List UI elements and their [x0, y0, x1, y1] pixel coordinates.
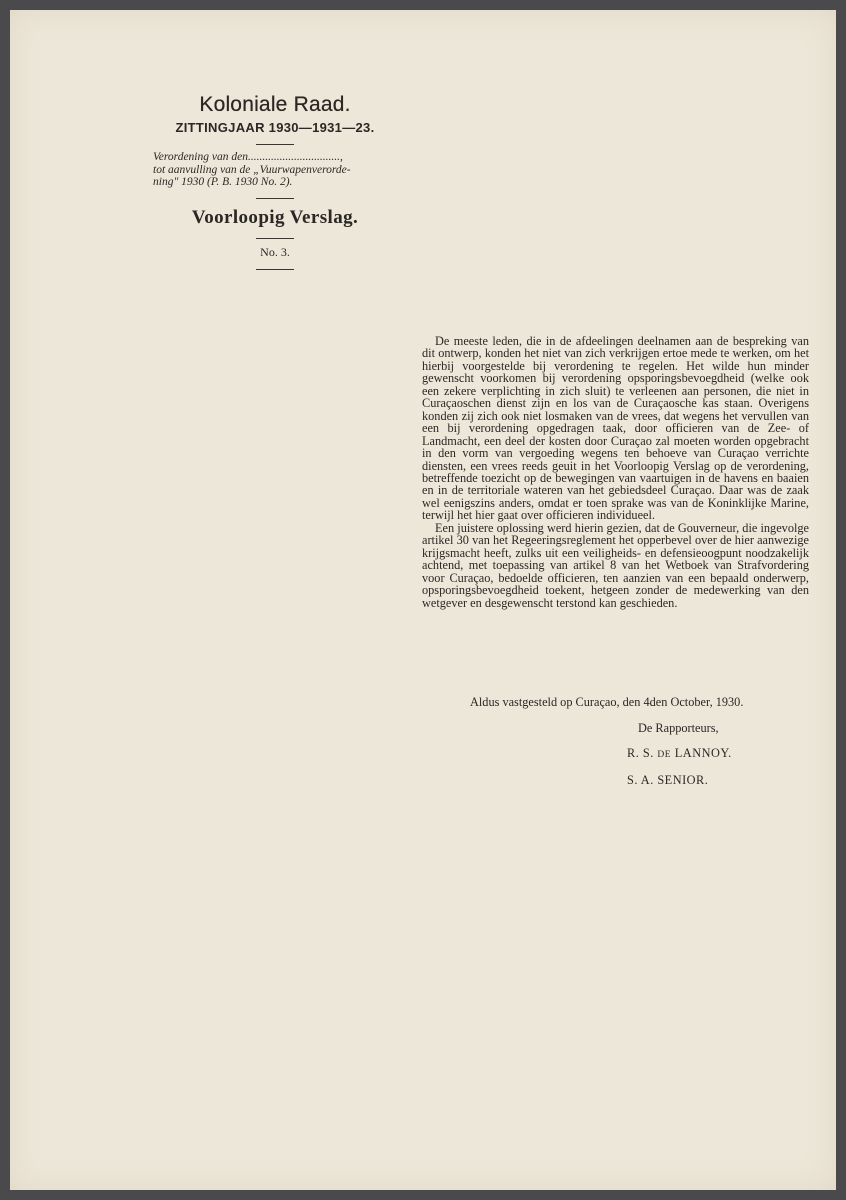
signatory-surname: LANNOY.	[674, 746, 732, 760]
signatory-senior: S. A. SENIOR.	[627, 773, 709, 787]
signatory-particle: DE	[657, 750, 672, 760]
report-body	[422, 335, 809, 609]
session-year: ZITTINGJAAR 1930—1931—23.	[175, 120, 375, 135]
ordinance-subject: Verordening van den................................, tot aanvulling van de „Vuurwapenverorde- ning" 1930 (P. B. 1930 No. 2).	[153, 151, 351, 188]
council-title: Koloniale Raad.	[199, 93, 351, 116]
document-header	[150, 92, 400, 270]
document-page	[10, 10, 836, 1190]
signatory-lannoy	[627, 746, 732, 761]
rapporteurs-heading: De Rapporteurs,	[638, 721, 719, 735]
divider	[256, 144, 294, 145]
divider	[256, 198, 294, 199]
paragraph: De meeste leden, die in de afdeelingen deelnamen aan de bespreking van dit ontwerp, konden het niet van zich verkrijgen ertoe mede te werken, om het hierbij voorgestelde bij verordening te regelen. Het wilde hun minder gewenscht voorkomen bij verordening opsporingsbevoegdheid (welke ook een zekere verplichting in zich sluit) te verleenen aan personen, die niet in Curaçaoschen dienst zijn en los van de Curaçaosche kas staan. Overigens konden zij zich ook niet losmaken van de vrees, dat wegens het vervullen van een bij verordening opgedragen taak, door officieren van de Zee- of Landmacht, een deel der kosten door Curaçao zal moeten worden opgebracht in den vorm van vergoeding wegens ten behoeve van Curaçao verrichte diensten, een vrees reeds geuit in het Voorloopig Verslag op de verordening, betreffende toezicht op de bewegingen van vaartuigen in de havens en baaien en in de territoriale wateren van het gebiedsdeel Curaçao. Daar was de zaak wel eenigszins anders, omdat er toen sprake was van de Koninklijke Marine, terwijl het hier gaat over officieren individueel.	[422, 334, 809, 523]
divider	[256, 269, 294, 270]
signatory-initials: R. S.	[627, 746, 654, 760]
divider	[256, 238, 294, 239]
document-number: No. 3.	[260, 244, 290, 259]
closing-statement	[470, 695, 743, 710]
paragraph: Een juistere oplossing werd hierin gezien, dat de Gouverneur, die ingevolge artikel 30 van het Regeeringsreglement het opperbevel over de hier aanwezige krijgsmacht heeft, zulks uit een veiligheids- en defensieoogpunt noodzakelijk achtend, met toepassing van artikel 8 van het Wetboek van Strafvordering voor Curaçao, bedoelde officieren, ten aanzien van een bepaald onderwerp, opsporingsbevoegdheid toekent, hetgeen zonder de medewerking van den wetgever en desgewenscht terstond kan geschieden.	[422, 520, 809, 610]
report-title: Voorloopig Verslag.	[191, 206, 359, 228]
established-line: Aldus vastgesteld op Curaçao, den 4den October, 1930.	[470, 695, 744, 709]
